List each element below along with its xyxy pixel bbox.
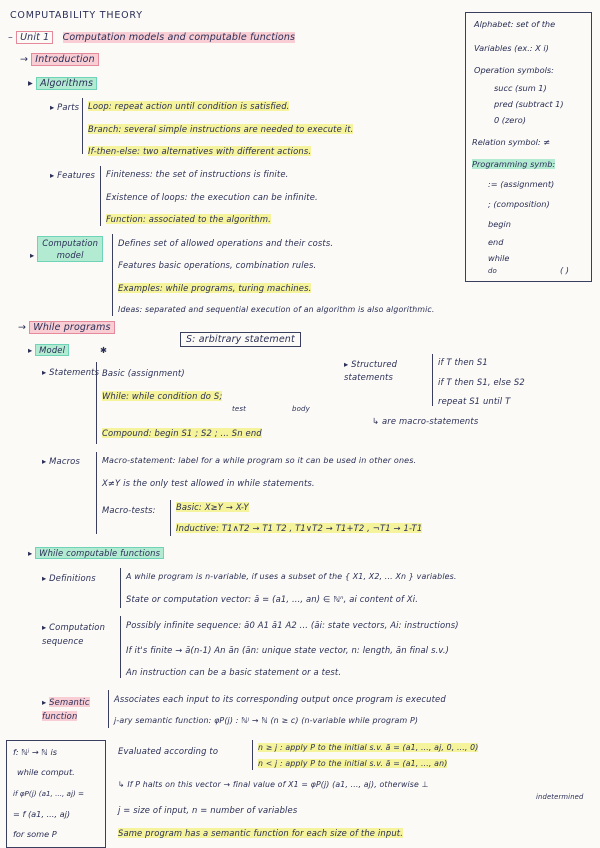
succ-text: succ (sum 1)	[494, 83, 547, 93]
def-bracket	[120, 568, 121, 608]
cs1-text: Possibly infinite sequence: ā0 A1 ā1 A2 ... (āi: state vectors, Ai: instructions)	[126, 620, 459, 630]
leftbox-l4: = f (a1, ..., aj)	[13, 809, 71, 819]
comp-model-l2: Features basic operations, combination rules.	[118, 260, 317, 270]
leftbox-l2: while comput.	[17, 767, 75, 777]
begin-text: begin	[488, 219, 511, 229]
while-computable-box	[6, 740, 106, 848]
pred-text: pred (subtract 1)	[494, 99, 564, 109]
sem1-text: Associates each input to its corresponding output once program is executed	[114, 694, 446, 704]
finiteness-text: Finiteness: the set of instructions is finite.	[106, 169, 289, 179]
zero-text: 0 (zero)	[494, 115, 526, 125]
while-text: while	[488, 253, 510, 263]
sem-label: ▸ Semantic function	[42, 697, 90, 721]
struct2: if T then S1, else S2	[438, 377, 525, 387]
eval1-text: n ≥ j : apply P to the initial s.v. ā = (a1, ..., aj, 0, ..., 0)	[258, 743, 479, 752]
macros-label: ▸ Macros	[42, 456, 80, 466]
variables-text: Variables (ex.: X i)	[474, 43, 549, 53]
leftbox-l1: f: ℕʲ → ℕ is	[13, 747, 57, 757]
mt-basic: Basic: X≥Y → X-Y	[176, 502, 249, 512]
branch-text: Branch: several simple instructions are needed to execute it.	[88, 124, 354, 134]
def-label: ▸ Definitions	[42, 573, 96, 583]
mt-inductive: Inductive: T1∧T2 → T1 T2 , T1∨T2 → T1+T2 , ¬T1 → 1-T1	[176, 523, 423, 533]
algorithms-label: Algorithms	[36, 77, 97, 90]
parts-bracket	[82, 98, 83, 154]
leftbox-l5: for some P	[13, 829, 57, 839]
do-text: do	[488, 267, 497, 275]
eval-bracket	[252, 740, 253, 770]
existence-text: Existence of loops: the execution can be infinite.	[106, 192, 318, 202]
compound-stmt: Compound: begin S1 ; S2 ; ... Sn end	[102, 428, 262, 438]
unit-header: – Unit 1 Computation models and computable functions	[8, 32, 296, 43]
halts-text: ↳ If P halts on this vector → final value of X1 = φP(j) (a1, ..., aj), otherwise ⊥	[118, 780, 429, 789]
unit-title: Computation models and computable functions	[62, 32, 296, 43]
arbitrary-statement: S: arbitrary statement	[180, 334, 301, 345]
statements-bracket	[96, 362, 97, 444]
paren-text: ( )	[560, 265, 569, 275]
unit-tag: Unit 1	[16, 31, 53, 44]
ifthen-text: If-then-else: two alternatives with different actions.	[88, 146, 312, 156]
end-text: end	[488, 237, 504, 247]
macro-statements-note: ↳ are macro-statements	[372, 416, 479, 426]
macros-bracket	[96, 452, 97, 534]
test-label: test	[232, 405, 247, 413]
function-text: Function: associated to the algorithm.	[106, 214, 271, 224]
while-stmt: While: while condition do S;	[102, 391, 223, 401]
def1-text: A while program is n-variable, if uses a subset of the { X1, X2, ... Xn } variables.	[126, 572, 457, 581]
statements-label: ▸ Statements	[42, 367, 100, 377]
relation-text: Relation symbol: ≠	[472, 137, 551, 147]
features-bracket	[100, 166, 101, 226]
wcf-heading: ▸ While computable functions	[28, 548, 164, 558]
semi-text: ; (composition)	[488, 199, 550, 209]
prog-text: Programming symb:	[472, 159, 556, 169]
struct3: repeat S1 until T	[438, 396, 511, 406]
comp-model-bracket	[112, 234, 113, 316]
comp-model-l3: Examples: while programs, turing machines.	[118, 283, 312, 293]
assign-text: := (assignment)	[488, 179, 555, 189]
macro2-text: X≠Y is the only test allowed in while statements.	[102, 478, 315, 488]
macrotests-bracket	[170, 500, 171, 536]
comp-model-l4: Ideas: separated and sequential execution of an algorithm is also algorithmic.	[118, 305, 435, 314]
eval-text: Evaluated according to	[118, 746, 219, 756]
structured-bracket	[432, 354, 433, 406]
comp-model-l1: Defines set of allowed operations and their costs.	[118, 238, 334, 248]
alphabet-text: Alphabet: set of the	[474, 19, 556, 29]
while-programs-heading: → While programs	[18, 322, 115, 333]
ops-text: Operation symbols:	[474, 65, 554, 75]
cs-bracket	[120, 616, 121, 678]
jsize-text: j = size of input, n = number of variables	[118, 805, 298, 815]
intro-label: Introduction	[31, 53, 99, 66]
parts-label: ▸ Parts	[50, 102, 80, 112]
same-text: Same program has a semantic function for each size of the input.	[118, 828, 404, 838]
leftbox-l3: if φP(j) (a1, ..., aj) =	[13, 789, 85, 798]
cs2-text: If it's finite → ā(n-1) An ān (ān: unique state vector, n: length, ān final s.v.)	[126, 645, 450, 655]
macrotests-label: Macro-tests:	[102, 505, 156, 515]
intro-heading: → Introduction	[20, 54, 99, 65]
sem2-text: j-ary semantic function: φP(j) : ℕʲ → ℕ (n ≥ c) (n-variable while program P)	[114, 716, 419, 725]
cs-label: ▸ Computation sequence	[42, 622, 106, 646]
model-heading: ▸ Model ✱	[28, 345, 108, 355]
features-label: ▸ Features	[50, 170, 96, 180]
sem-bracket	[108, 690, 109, 728]
cs3-text: An instruction can be a basic statement or a test.	[126, 667, 342, 677]
def2-text: State or computation vector: ā = (a1, ..., an) ∈ ℕⁿ, ai content of Xi.	[126, 594, 419, 604]
algorithms-heading: ▸ Algorithms	[28, 78, 97, 89]
symbols-box	[465, 12, 592, 282]
page-title: COMPUTABILITY THEORY	[10, 10, 143, 21]
macro1-text: Macro-statement: label for a while program so it can be used in other ones.	[102, 456, 417, 465]
eval2-text: n < j : apply P to the initial s.v. ā = (a1, ..., an)	[258, 759, 448, 768]
comp-model-label: ▸ Computation model	[30, 236, 110, 262]
structured-label: ▸ Structured statements	[344, 359, 398, 382]
loop-text: Loop: repeat action until condition is satisfied.	[88, 101, 290, 111]
struct1: if T then S1	[438, 357, 488, 367]
body-label: body	[292, 405, 310, 413]
undetermined-note: indetermined	[536, 793, 584, 801]
basic-stmt: Basic (assignment)	[102, 368, 185, 378]
